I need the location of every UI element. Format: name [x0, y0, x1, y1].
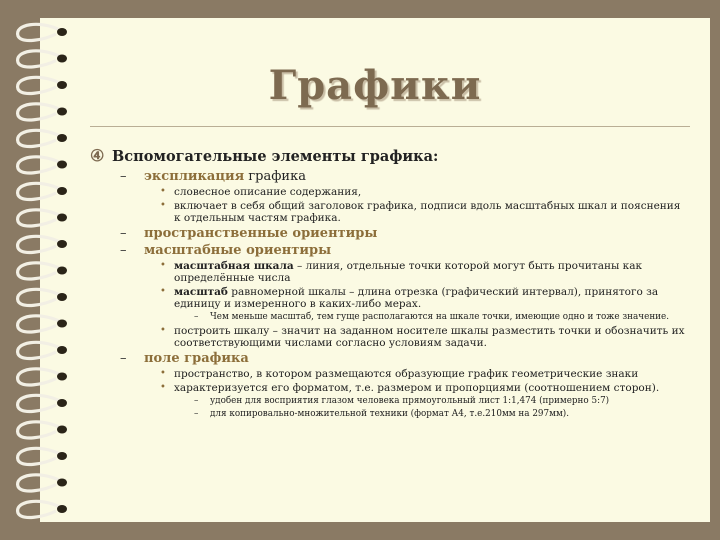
dash-bullet: – — [194, 396, 199, 406]
sub-list-item — [90, 396, 690, 407]
list-item-text: словесное описание содержания, — [174, 186, 362, 198]
spiral-ring — [18, 210, 60, 226]
dash-bullet: – — [194, 409, 199, 419]
binding-hole — [57, 187, 67, 195]
binding-hole — [57, 505, 67, 513]
binding-hole — [57, 373, 67, 381]
dot-bullet: • — [160, 368, 166, 379]
spiral-ring — [18, 501, 60, 517]
binding-hole — [57, 426, 67, 434]
list-item-text: – линия, отдельные точки которой могут быть прочитаны как определённые числа — [174, 260, 643, 284]
dash-bullet: – — [120, 169, 127, 184]
binding-hole — [57, 346, 67, 354]
spiral-ring — [18, 448, 60, 464]
dash-bullet: – — [120, 243, 127, 258]
dot-bullet: • — [160, 325, 166, 336]
dot-bullet: • — [160, 200, 166, 211]
dash-bullet: – — [194, 312, 199, 322]
sub-list-item-text: для копировально-множительной техники (формат А4, т.е.210мм на 297мм). — [210, 409, 570, 419]
explication-term: экспликация — [144, 169, 245, 184]
spiral-ring — [18, 263, 60, 279]
spiral-ring — [18, 157, 60, 173]
binding-hole — [57, 214, 67, 222]
section-heading-text: Вспомогательные элементы графика: — [112, 148, 439, 165]
spiral-ring — [18, 183, 60, 199]
sub-list-item — [90, 312, 690, 323]
list-item — [90, 200, 690, 224]
list-item-text: построить шкалу – значит на заданном носителе шкалы разместить точки и обозначить их соответствующими числами согласно условиям задачи. — [174, 325, 685, 349]
dot-bullet: • — [160, 260, 166, 271]
binding-hole — [57, 267, 67, 275]
section-heading — [90, 148, 690, 165]
binding-hole — [57, 479, 67, 487]
sub-list-item-text: Чем меньше масштаб, тем гуще располагаются на шкале точки, имеющие одно и тоже значение. — [210, 312, 670, 322]
dot-bullet: • — [160, 382, 166, 393]
list-item-text: равномерной шкалы – длина отрезка (графический интервал), принятого за единицу и измеренного в каких-либо мерах. — [174, 286, 659, 310]
sub-list-item-text: удобен для восприятия глазом человека прямоугольный лист 1:1,474 (примерно 5:7) — [210, 396, 610, 406]
explication-rest: графика — [244, 169, 306, 184]
title-divider — [90, 126, 690, 127]
spiral-ring — [18, 130, 60, 146]
spatial-guides-text: пространственные ориентиры — [144, 226, 378, 241]
list-item — [90, 325, 690, 349]
spiral-ring — [18, 24, 60, 40]
binding-hole — [57, 320, 67, 328]
binding-hole — [57, 28, 67, 36]
binding-hole — [57, 134, 67, 142]
list-item-text: пространство, в котором размещаются образующие график геометрические знаки — [174, 368, 639, 380]
explication-item — [90, 169, 690, 184]
list-item-text: включает в себя общий заголовок графика, подписи вдоль масштабных шкал и пояснения к отдельным частям графика. — [174, 200, 681, 224]
list-item — [90, 186, 690, 198]
spiral-ring — [18, 342, 60, 358]
binding-hole — [57, 240, 67, 248]
list-item — [90, 286, 690, 310]
spiral-ring — [18, 422, 60, 438]
spiral-ring — [18, 475, 60, 491]
binding-hole — [57, 452, 67, 460]
slide-content — [90, 148, 690, 422]
scale-guides-item — [90, 243, 690, 258]
scale-guides-text: масштабные ориентиры — [144, 243, 332, 258]
spiral-ring — [18, 395, 60, 411]
list-item — [90, 368, 690, 380]
list-item — [90, 382, 690, 394]
binding-hole — [57, 399, 67, 407]
dot-bullet: • — [160, 286, 166, 297]
slide-title: Графики — [268, 62, 482, 109]
dash-bullet: – — [120, 351, 127, 366]
spiral-ring — [18, 369, 60, 385]
spatial-guides-item — [90, 226, 690, 241]
dot-bullet: • — [160, 186, 166, 197]
binding-hole — [57, 161, 67, 169]
scale-term: масштаб — [174, 286, 228, 298]
spiral-ring — [18, 236, 60, 252]
list-item-text: характеризуется его форматом, т.е. размером и пропорциями (соотношением сторон). — [174, 382, 660, 394]
dash-bullet: – — [120, 226, 127, 241]
sub-list-item — [90, 409, 690, 420]
scale-term: масштабная шкала — [174, 260, 294, 272]
list-item — [90, 260, 690, 284]
spiral-ring — [18, 316, 60, 332]
notepad-bullet-icon: ④ — [90, 146, 105, 165]
field-text: поле графика — [144, 351, 249, 366]
field-item — [90, 351, 690, 366]
spiral-ring — [18, 289, 60, 305]
binding-hole — [57, 293, 67, 301]
